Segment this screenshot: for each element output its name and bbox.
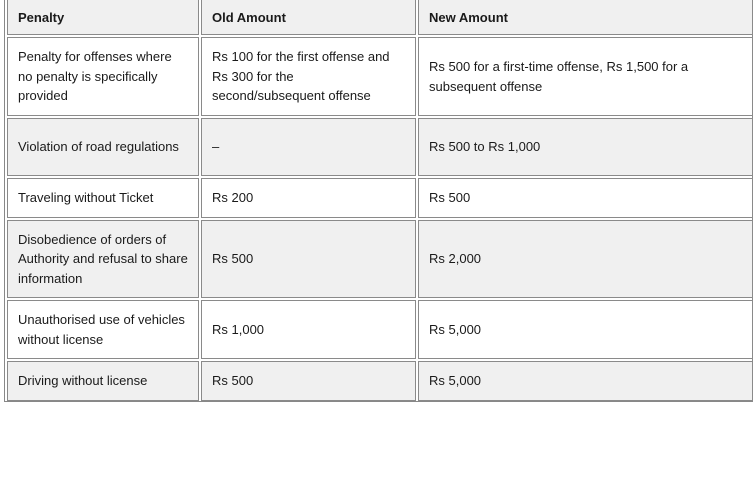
header-penalty: Penalty: [7, 0, 199, 35]
cell-old-amount: –: [201, 118, 416, 176]
cell-old-amount: Rs 100 for the first offense and Rs 300 for the second/subsequent offense: [201, 37, 416, 116]
cell-new-amount: Rs 500 for a first-time offense, Rs 1,500 for a subsequent offense: [418, 37, 753, 116]
cell-penalty: Violation of road regulations: [7, 118, 199, 176]
cell-penalty: Penalty for offenses where no penalty is specifically provided: [7, 37, 199, 116]
cell-penalty: Traveling without Ticket: [7, 178, 199, 218]
cell-new-amount: Rs 500: [418, 178, 753, 218]
cell-new-amount: Rs 500 to Rs 1,000: [418, 118, 753, 176]
cell-penalty: Unauthorised use of vehicles without license: [7, 300, 199, 359]
cell-old-amount: Rs 200: [201, 178, 416, 218]
header-old-amount: Old Amount: [201, 0, 416, 35]
cell-new-amount: Rs 2,000: [418, 220, 753, 298]
cell-old-amount: Rs 500: [201, 361, 416, 401]
cell-old-amount: Rs 500: [201, 220, 416, 298]
cell-new-amount: Rs 5,000: [418, 361, 753, 401]
cell-penalty: Driving without license: [7, 361, 199, 401]
cell-penalty: Disobedience of orders of Authority and refusal to share information: [7, 220, 199, 298]
cell-old-amount: Rs 1,000: [201, 300, 416, 359]
header-new-amount: New Amount: [418, 0, 753, 35]
cell-new-amount: Rs 5,000: [418, 300, 753, 359]
